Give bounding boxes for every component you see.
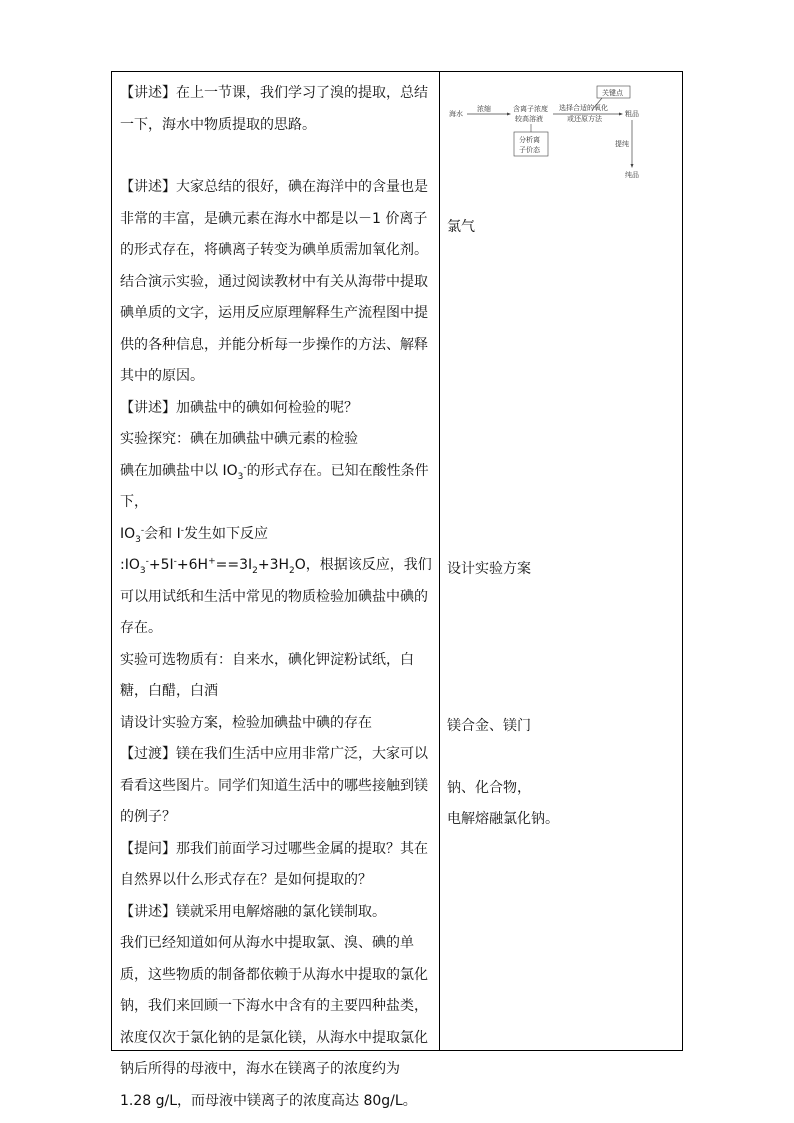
reaction-text-c: 发生如下反应: [183, 525, 268, 542]
eq-a: :IO: [120, 557, 140, 573]
lesson-table: [111, 71, 683, 1109]
paragraph-materials: 实验可选物质有：自来水，碘化钾淀粉试纸，白糖，白醋，白酒: [120, 651, 414, 699]
eq-sub4: 2: [252, 565, 258, 576]
eq-sub5: 2: [289, 565, 295, 576]
paragraph-metal-question: 【提问】那我们前面学习过哪些金属的提取？其在自然界以什么形式存在？是如何提取的？: [120, 840, 428, 888]
diagram-ion-line2: 较高溶液: [515, 115, 543, 123]
paragraph-reaction-intro: [120, 519, 434, 551]
eq-sup1: -: [145, 556, 149, 567]
eq-b: +5I: [148, 557, 174, 573]
paragraph-equation: [120, 550, 434, 645]
arrow-head-2: [619, 113, 623, 116]
diagram-crude: 粗品: [625, 110, 639, 118]
reaction-sup: -: [140, 524, 145, 535]
diagram-pure: 纯品: [625, 171, 639, 179]
iodate-sup: -: [243, 461, 247, 472]
diagram-analyze-line1: 分析离: [519, 136, 540, 144]
iodate-sub: 3: [237, 471, 244, 482]
iodide-sup: -: [180, 524, 184, 535]
arrow-head-1: [507, 113, 511, 116]
paragraph-seawater-salts: 我们已经知道如何从海水中提取氯、溴、碘的单质，这些物质的制备都依赖于从海水中提取的氯化钠，我们来回顾一下海水中含有的主要四种盐类，浓度仅次于氯化钠的是氯化镁，从海水中提取氯化钠后所得的母液中，海水在镁离子的浓度约为 1.28 g/L，而母液中镁离子的浓度高达 80g/L。: [120, 935, 428, 1109]
paragraph-question-iodized-salt: 【讲述】加碘盐中的碘如何检验的呢？: [120, 399, 358, 416]
answer-sodium: 钠、化合物，: [447, 780, 531, 796]
iodate-text-a: 碘在加碘盐中以 IO: [120, 462, 238, 479]
eq-sup2: -: [173, 556, 177, 567]
diagram-purify: 提纯: [615, 140, 629, 148]
iodate-text-b: 的形式存在。已知在酸性条件下，: [120, 462, 429, 510]
paragraph-iodine-intro: 【讲述】大家总结的很好，碘在海洋中的含量也是非常的丰富，是碘元素在海水中都是以－1 价离子的形式存在，将碘离子转变为碘单质需加氧化剂。: [120, 179, 428, 258]
diagram-key-point: 关键点: [602, 89, 623, 97]
teacher-activity-column: [120, 78, 434, 1117]
diagram-oxidize-line1: 选择合适的氧化: [559, 104, 608, 112]
eq-d: ==3I: [215, 557, 253, 573]
eq-sup3: +: [208, 556, 216, 567]
paragraph-experiment-title: 实验探究：碘在加碘盐中碘元素的检验: [120, 431, 358, 447]
paragraph-review: 【讲述】在上一节课，我们学习了溴的提取，总结一下，海水中物质提取的思路。: [120, 85, 428, 133]
diagram-oxidize-line2: 或还原方法: [567, 115, 602, 123]
paragraph-iodate-form: [120, 456, 434, 519]
answer-electrolysis: 电解熔融氯化钠。: [447, 811, 559, 827]
arrow-head-3: [631, 164, 634, 168]
eq-sub1: 3: [139, 565, 146, 576]
extraction-flow-diagram: [447, 80, 677, 180]
paragraph-magnesium-transition: 【过渡】镁在我们生活中应用非常广泛，大家可以看看这些图片。同学们知道生活中的哪些接触到镁的例子？: [120, 746, 428, 825]
paragraph-demo: 结合演示实验，通过阅读教材中有关从海带中提取碘单质的文字，运用反应原理解释生产流程图中提供的各种信息，并能分析每一步操作的方法、解释其中的原因。: [120, 273, 428, 384]
answer-chlorine: 氯气: [447, 219, 475, 235]
reaction-text-b: 会和 I: [144, 525, 181, 542]
eq-f: O，根据该反应，我们可以用试纸和生活中常见的物质检验加碘盐中碘的存在。: [120, 557, 432, 636]
paragraph-design-task: 请设计实验方案，检验加碘盐中碘的存在: [120, 714, 372, 731]
paragraph-magnesium-electrolysis: 【讲述】镁就采用电解熔融的氯化镁制取。: [120, 903, 386, 920]
diagram-concentrate: 浓缩: [477, 105, 491, 113]
reaction-text-a: IO: [120, 525, 136, 542]
column-divider: [439, 72, 440, 1050]
answer-magnesium-alloy: 镁合金、镁门: [447, 718, 531, 734]
reaction-sub: 3: [135, 534, 141, 545]
eq-c: +6H: [176, 557, 209, 573]
diagram-analyze-line2: 子价态: [519, 146, 540, 154]
diagram-ion-line1: 含离子浓度: [513, 105, 548, 113]
answer-design: 设计实验方案: [447, 561, 531, 577]
diagram-seawater: 海水: [449, 110, 463, 118]
eq-e: +3H: [257, 557, 290, 573]
